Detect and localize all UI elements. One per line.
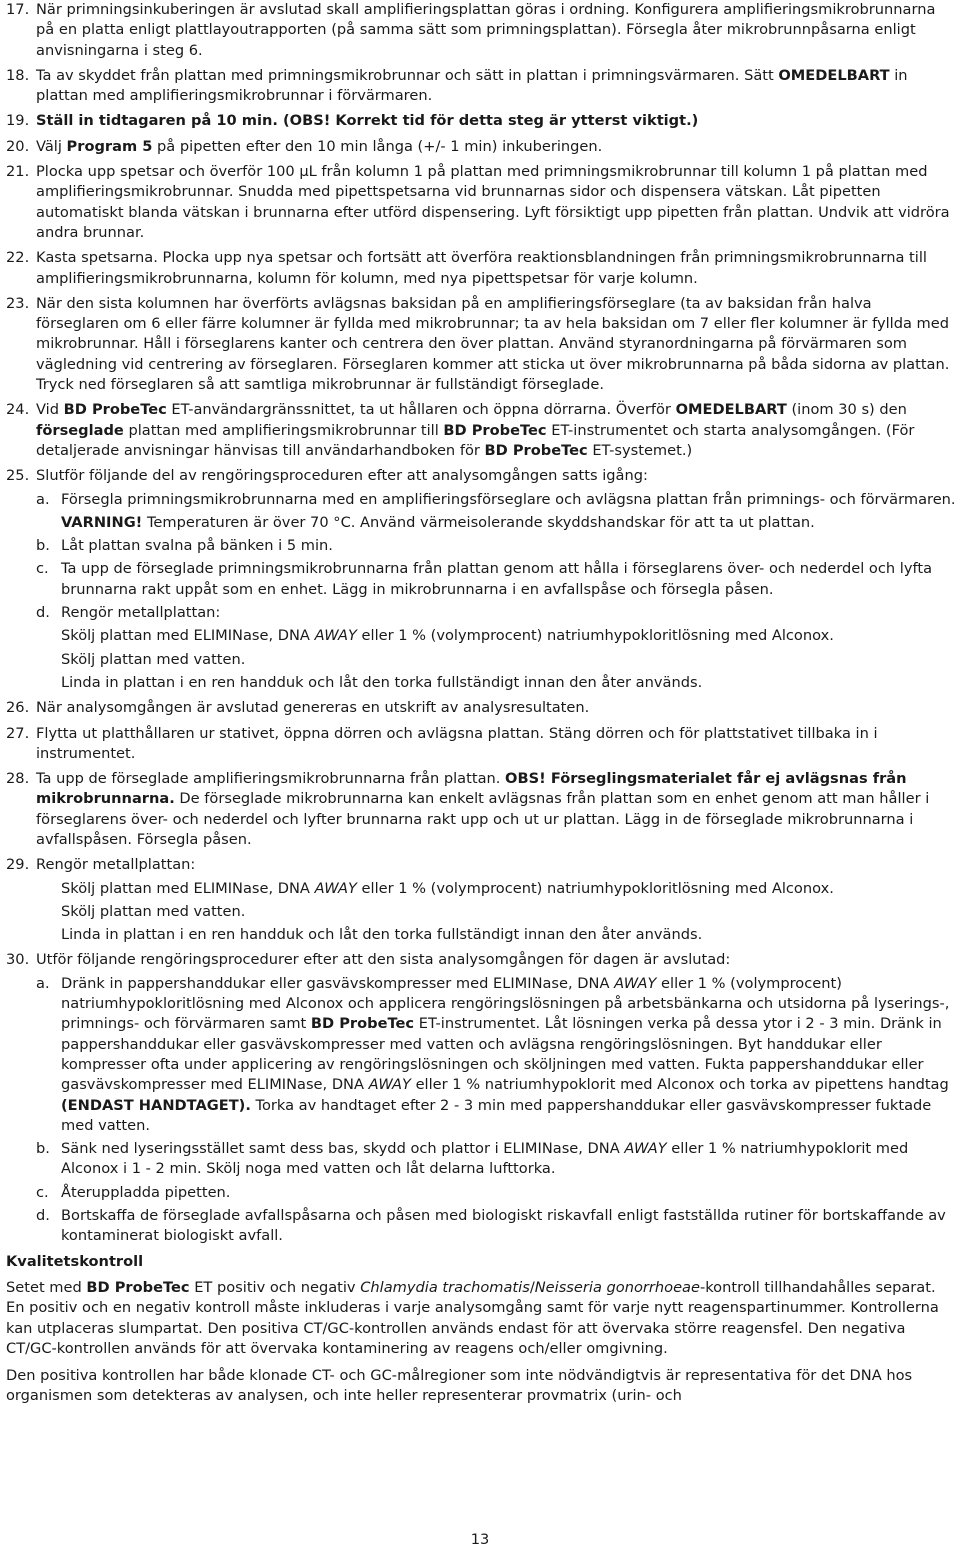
step-number: 23. <box>6 294 30 312</box>
document-body <box>6 0 956 1414</box>
step-18 <box>6 66 956 107</box>
cleaning-line: Skölj plattan med vatten. <box>61 902 246 920</box>
step-26 <box>6 698 956 718</box>
step-number: 19. <box>6 112 30 130</box>
substep-letter: d. <box>36 604 50 622</box>
step-number: 18. <box>6 66 30 84</box>
cleaning-line: Skölj plattan med ELIMINase, DNA AWAY eller 1 % (volymprocent) natriumhypokloritlösning med Alconox. <box>61 627 834 645</box>
step-text: Kasta spetsarna. Plocka upp nya spetsar och fortsätt att överföra reaktionsblandningen från primningsmikrobrunnarna till amplifieringsmikrobrunnarna, kolumn för kolumn, med nya pipettspetsar för varje kolumn. <box>36 249 927 287</box>
step-text: Plocka upp spetsar och överför 100 µL från kolumn 1 på plattan med primningsmikrobrunnar till kolumn 1 på plattan med amplifieringsmikrobrunnar. Snudda med pipettspetsarna vid brunnarnas sidor och dispensera vätskan. Låt pipetten automatiskt blanda vätskan i brunnarna efter utförd dispensering. Lyft försiktigt upp pipetten från plattan. Undvik att vidröra andra brunnar. <box>36 163 950 241</box>
step-text: Ta upp de förseglade amplifieringsmikrobrunnarna från plattan. OBS! Förseglingsmaterialet får ej avlägsnas från mikrobrunnarna. De förseglade mikrobrunnarna kan enkelt avlägsnas från plattan som en enhet genom att man håller i förseglarens över- och nederdel och lyfter brunnarna rakt upp och ut ur plattan. Lägg in de förseglade mikrobrunnarna i avfallspåsen. Försegla påsen. <box>36 770 930 848</box>
substep-letter: a. <box>36 490 50 508</box>
step-text: Ta av skyddet från plattan med primningsmikrobrunnar och sätt in plattan i primningsvärmaren. Sätt OMEDELBART in plattan med amplifieringsmikrobrunnar i förvärmaren. <box>36 66 908 105</box>
substep-a <box>36 974 956 1136</box>
step-number: 30. <box>6 951 30 969</box>
step-text: Rengör metallplattan: <box>36 856 196 874</box>
step-number: 17. <box>6 1 30 18</box>
qc-paragraph: Setet med BD ProbeTec ET positiv och negativ Chlamydia trachomatis/Neisseria gonorrhoeae-kontroll tillhandahålles separat. En positiv och en negativ kontroll måste inkluderas i varje analysomgång samt för varje nytt reagenspartinummer. Kontrollerna kan utplaceras slumpartat. Den positiva CT/GC-kontrollen används endast för att övervaka större reagensfel. Den negativa CT/GC-kontrollen används för att övervaka kontaminering av reagens och/eller omgivning. <box>6 1278 939 1357</box>
step-text: Utför följande rengöringsprocedurer efter att den sista analysomgången för dagen är avslutad: <box>36 951 731 969</box>
warning-text: VARNING! Temperaturen är över 70 °C. Använd värmeisolerande skyddshandskar för att ta ut plattan. <box>61 513 815 531</box>
step-21 <box>6 162 956 243</box>
step-number: 24. <box>6 401 30 419</box>
substep-d <box>36 603 956 623</box>
substep-letter: d. <box>36 1207 50 1225</box>
substep-c <box>36 559 956 600</box>
substep-letter: b. <box>36 1140 50 1158</box>
substep-letter: b. <box>36 537 50 555</box>
substep-text: Sänk ned lyseringsstället samt dess bas, skydd och plattor i ELIMINase, DNA AWAY eller 1 % natriumhypoklorit med Alconox i 1 - 2 min. Skölj noga med vatten och låt delarna lufttorka. <box>61 1140 909 1178</box>
step-text: Ställ in tidtagaren på 10 min. (OBS! Korrekt tid för detta steg är ytterst viktigt.) <box>36 112 699 130</box>
cleaning-line: Skölj plattan med vatten. <box>61 650 246 668</box>
step-28 <box>6 769 956 850</box>
substep-b <box>36 536 956 556</box>
substep-letter: c. <box>36 1183 49 1201</box>
substep-text: Dränk in pappershanddukar eller gasvävskompresser med ELIMINase, DNA AWAY eller 1 % (volymprocent) natriumhypokloritlösning med Alconox och applicera rengöringslösningen på arbetsbänkarna och utsidorna på lyserings-, primnings- och förvärmaren samt BD ProbeTec ET-instrumentet. Låt lösningen verka på dessa ytor i 2 - 3 min. Dränk in pappershanddukar eller gasvävskompresser med vatten och avlägsna rengöringslösningen. Byt handdukar eller kompresser ofta under applicering av rengöringslösningen och sköljningen med vatten. Fukta pappershanddukar eller gasvävskompresser med ELIMINase, DNA AWAY eller 1 % natriumhypoklorit med Alconox och torka av pipettens handtag (ENDAST HANDTAGET). Torka av handtaget efter 2 - 3 min med pappershanddukar eller gasvävskompresser fuktade med vatten. <box>61 974 950 1134</box>
step-number: 25. <box>6 467 30 485</box>
step-number: 27. <box>6 724 30 742</box>
substep-text: Bortskaffa de förseglade avfallspåsarna och påsen med biologiskt riskavfall enligt fastställda rutiner för bortskaffande av kontaminerat biologiskt avfall. <box>61 1207 946 1245</box>
substep-c <box>36 1183 956 1203</box>
section-heading: Kvalitetskontroll <box>6 1252 144 1270</box>
step-23 <box>6 294 956 395</box>
substep-letter: a. <box>36 974 50 992</box>
step-number: 21. <box>6 163 30 181</box>
step-text: När den sista kolumnen har överförts avlägsnas baksidan på en amplifieringsförseglare (ta av baksidan från halva förseglaren om 6 eller färre kolumner är fyllda med mikrobrunnar; ta av hela baksidan om 7 eller fler kolumner är fyllda med mikrobrunnar. Håll i förseglarens kanter och centrera den över plattan. Använd styranordningarna på förvärmaren som vägledning vid centrering av förseglaren. Förseglaren kommer att sticka ut över mikrobrunnarna på båda sidorna av plattan. Tryck ned förseglaren så att samtliga mikrobrunnar är fullständigt förseglade. <box>36 294 950 394</box>
cleaning-line: Linda in plattan i en ren handduk och låt den torka fullständigt innan den åter används. <box>61 926 703 944</box>
step-30 <box>6 950 956 1246</box>
step-22 <box>6 248 956 289</box>
step-text: Flytta ut platthållaren ur stativet, öppna dörren och avlägsna plattan. Stäng dörren och för plattstativet tillbaka in i instrumentet. <box>36 724 878 762</box>
step-text: Vid BD ProbeTec ET-användargränssnittet, ta ut hållaren och öppna dörrarna. Överför OMEDELBART (inom 30 s) den förseglade plattan med amplifieringsmikrobrunnar till BD ProbeTec ET-instrumentet och starta analysomgången. (För detaljerade anvisningar hänvisas till användarhandboken för BD ProbeTec ET-systemet.) <box>36 401 915 459</box>
substep-text: Återuppladda pipetten. <box>61 1183 231 1201</box>
step-number: 22. <box>6 249 30 267</box>
cleaning-instructions <box>36 626 956 693</box>
step-number: 26. <box>6 699 30 717</box>
step-25 <box>6 466 956 693</box>
step-27 <box>6 724 956 765</box>
step-text: Slutför följande del av rengöringsproceduren efter att analysomgången satts igång: <box>36 467 648 485</box>
step-text: Välj Program 5 på pipetten efter den 10 min långa (+/- 1 min) inkuberingen. <box>36 137 603 155</box>
step-19 <box>6 111 956 131</box>
substep-text: Försegla primningsmikrobrunnarna med en amplifieringsförseglare och avlägsna plattan från primnings- och förvärmaren. <box>61 490 956 508</box>
cleaning-line: Linda in plattan i en ren handduk och låt den torka fullständigt innan den åter används. <box>61 673 703 691</box>
step-text: När analysomgången är avslutad genereras en utskrift av analysresultaten. <box>36 699 590 717</box>
step-29 <box>6 855 956 945</box>
substep-text: Rengör metallplattan: <box>61 604 221 622</box>
cleaning-instructions <box>36 879 956 946</box>
cleaning-line: Skölj plattan med ELIMINase, DNA AWAY eller 1 % (volymprocent) natriumhypokloritlösning med Alconox. <box>61 879 834 897</box>
step-text: När primningsinkuberingen är avslutad skall amplifieringsplattan göras i ordning. Konfigurera amplifieringsmikrobrunnarna på en platta enligt plattlayoutrapporten (på samma sätt som primningsplattan). Försegla åter mikrobrunnpåsarna enligt anvisningarna i steg 6. <box>36 1 936 59</box>
substep-text: Ta upp de förseglade primningsmikrobrunnarna från plattan genom att hålla i förseglarens över- och nederdel och lyfta brunnarna rakt uppåt som en enhet. Lägg in mikrobrunnarna i en avfallspåse och försegla påsen. <box>61 560 933 598</box>
step-24 <box>6 400 956 461</box>
substep-b <box>36 1139 956 1180</box>
page-number: 13 <box>470 1531 490 1548</box>
step-number: 29. <box>6 856 30 874</box>
step-number: 20. <box>6 137 30 155</box>
step-17 <box>6 0 956 61</box>
substep-letter: c. <box>36 560 49 578</box>
qc-paragraph: Den positiva kontrollen har både klonade CT- och GC-målregioner som inte nödvändigtvis är representativa för det DNA hos organismen som detekteras av analysen, och inte heller representerar provmatrix (urin- och <box>6 1367 913 1405</box>
substep-text: Låt plattan svalna på bänken i 5 min. <box>61 537 333 555</box>
step-number: 28. <box>6 770 30 788</box>
substep-d <box>36 1206 956 1247</box>
step-20 <box>6 137 956 157</box>
substep-a <box>36 490 956 510</box>
